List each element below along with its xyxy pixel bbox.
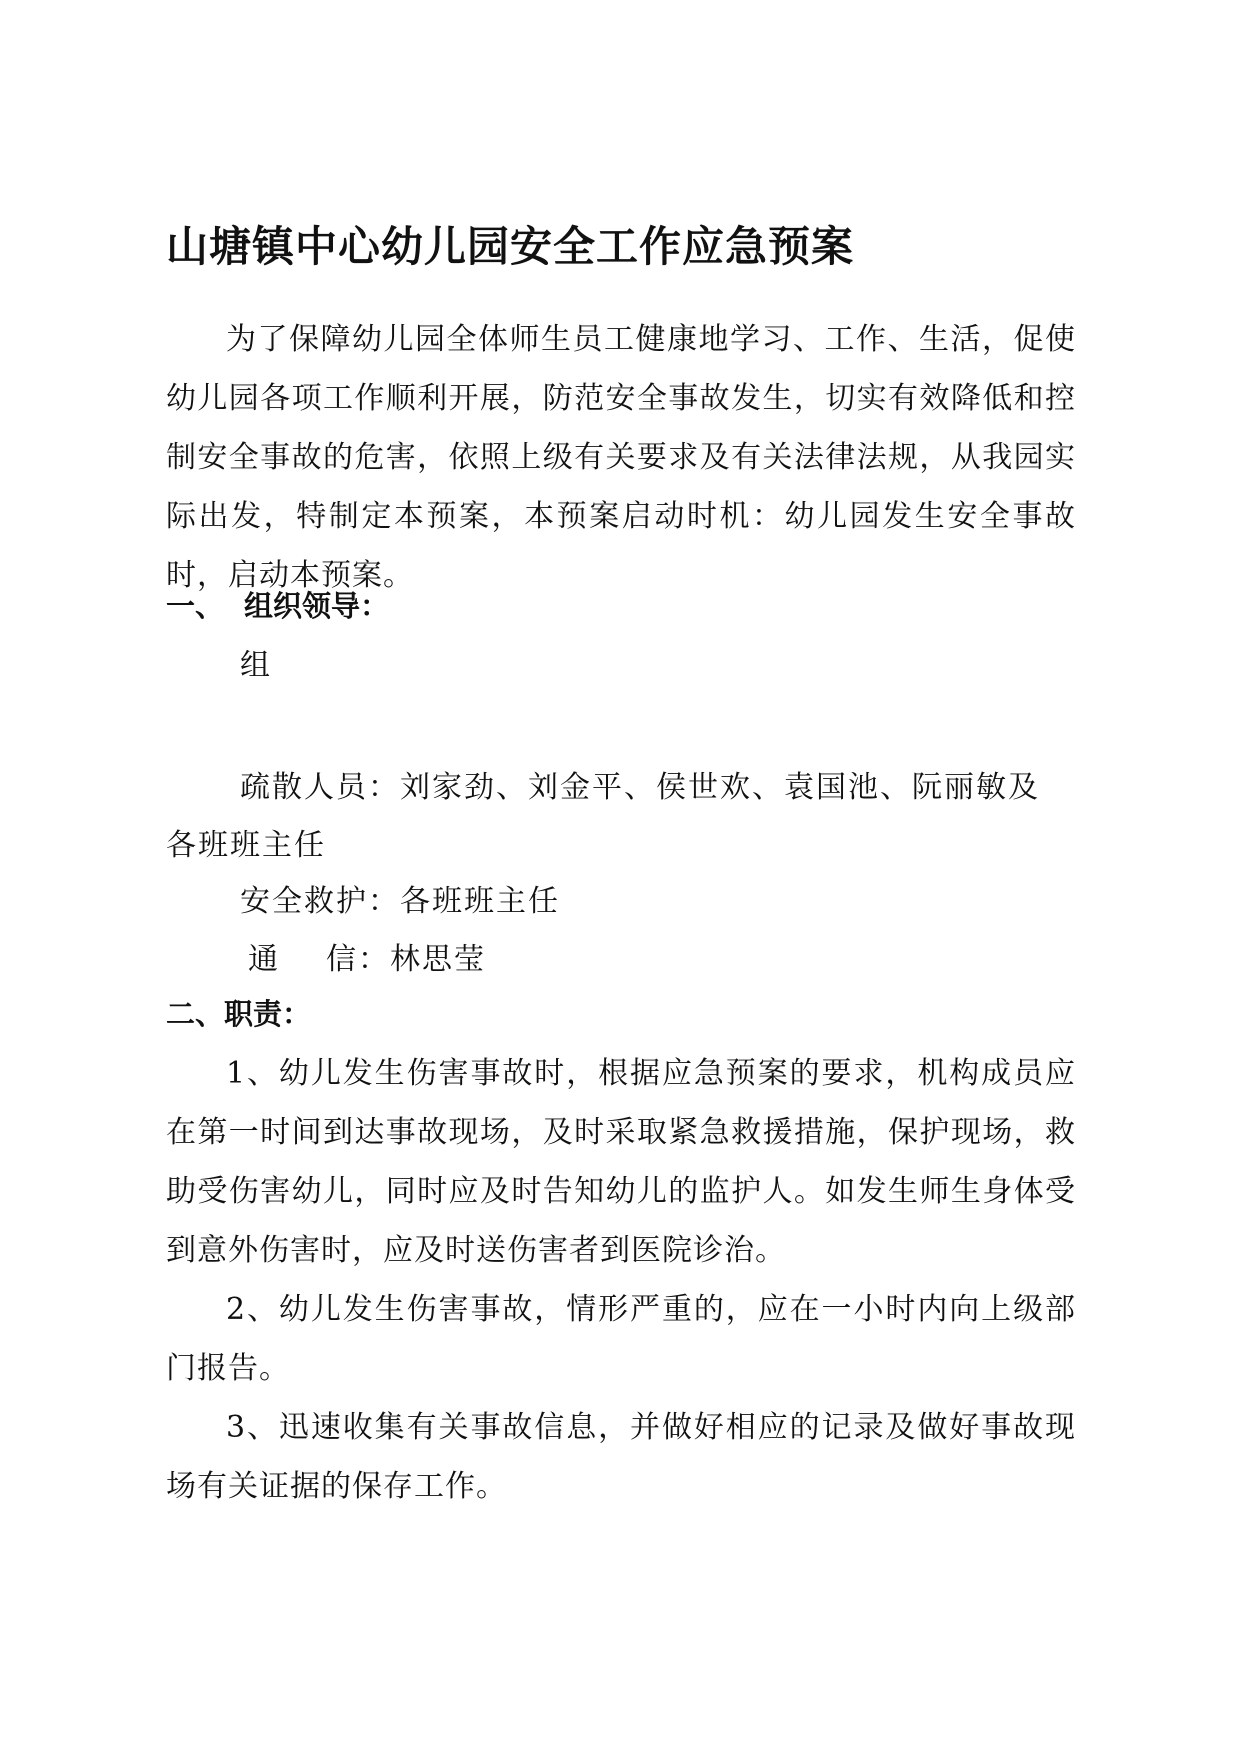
duty-item-2: 2、幼儿发生伤害事故，情形严重的，应在一小时内向上级部门报告。 bbox=[166, 1292, 1076, 1386]
section-1-number: 一、 bbox=[166, 589, 225, 623]
section-1-heading bbox=[166, 584, 389, 625]
duty-item-3: 3、迅速收集有关事故信息，并做好相应的记录及做好事故现场有关证据的保存工作。 bbox=[166, 1410, 1076, 1504]
duty-item-1: 1、幼儿发生伤害事故时，根据应急预案的要求，机构成员应在第一时间到达事故现场，及时采取紧急救援措施，保护现场，救助受伤害幼儿，同时应及时告知幼儿的监护人。如发生师生身体受到意外伤害时，应及时送伤害者到医院诊治。 bbox=[166, 1056, 1076, 1268]
section-1-title: 组织领导： bbox=[244, 589, 390, 623]
communication-label-1: 通 bbox=[248, 942, 280, 977]
intro-block bbox=[166, 310, 1076, 605]
communication-label-2: 信：林思莹 bbox=[326, 942, 486, 977]
evacuation-continuation: 各班班主任 bbox=[166, 828, 326, 863]
intro-paragraph: 为了保障幼儿园全体师生员工健康地学习、工作、生活，促使幼儿园各项工作顺利开展，防范安全事故发生，切实有效降低和控制安全事故的危害，依照上级有关要求及有关法律法规，从我园实际出发，特制定本预案，本预案启动时机：幼儿园发生安全事故时，启动本预案。 bbox=[166, 322, 1076, 593]
duties-block bbox=[166, 1044, 1076, 1516]
document-title: 山塘镇中心幼儿园安全工作应急预案 bbox=[166, 222, 855, 271]
rescue-line: 安全救护：各班班主任 bbox=[240, 884, 560, 919]
evacuation-line: 疏散人员：刘家劲、刘金平、侯世欢、袁国池、阮丽敏及 bbox=[240, 770, 1040, 805]
group-label: 组 bbox=[240, 648, 272, 683]
section-2-heading: 二、职责： bbox=[166, 997, 312, 1031]
communication-line bbox=[248, 934, 486, 978]
